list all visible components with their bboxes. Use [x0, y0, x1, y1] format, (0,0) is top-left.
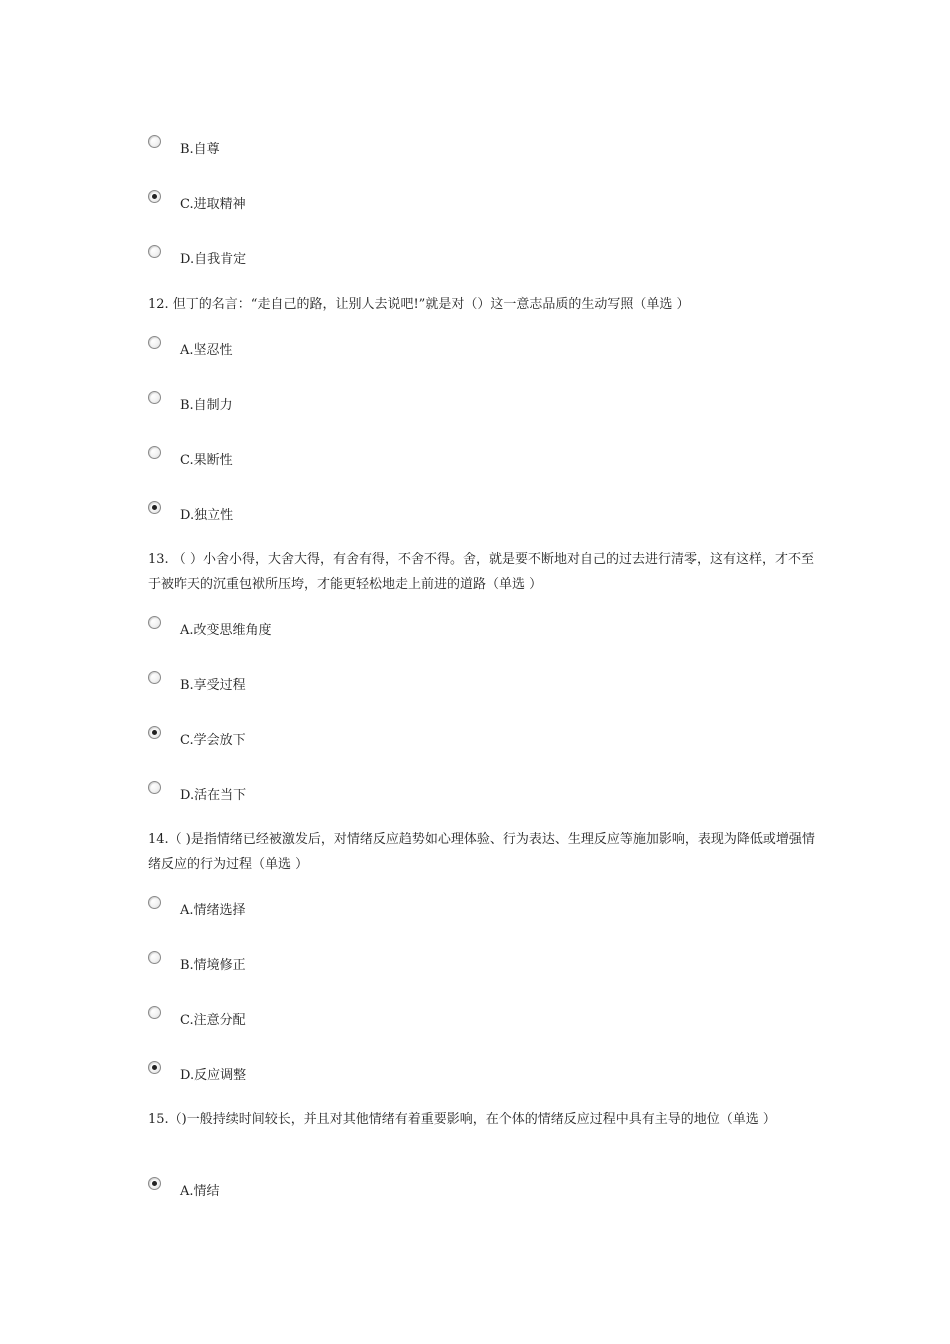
option-label: D.独立性: [180, 508, 234, 523]
option-label: B.自制力: [180, 398, 233, 413]
option-label: A.情结: [180, 1184, 220, 1199]
q13-option-c[interactable]: [148, 726, 748, 766]
question-15-text: 15.（)一般持续时间较长，并且对其他情绪有着重要影响，在个体的情绪反应过程中具有主导的地位（单选 ）: [148, 1112, 776, 1127]
option-label: C.学会放下: [180, 733, 246, 748]
q14-option-a[interactable]: [148, 896, 748, 936]
radio-button[interactable]: [148, 501, 161, 514]
option-label: C.进取精神: [180, 197, 246, 212]
q11-option-d[interactable]: [148, 245, 748, 285]
radio-button[interactable]: [148, 896, 161, 909]
q12-option-d[interactable]: [148, 501, 748, 541]
option-label: D.活在当下: [180, 788, 247, 803]
radio-button[interactable]: [148, 1177, 161, 1190]
radio-button[interactable]: [148, 135, 161, 148]
question-13-text: 13. （ ）小舍小得，大舍大得，有舍有得，不舍不得。舍，就是要不断地对自己的过去进行清零，这有这样，才不至于被昨天的沉重包袱所压垮，才能更轻松地走上前进的道路（单选 ）: [148, 552, 814, 592]
q11-option-b[interactable]: [148, 135, 748, 175]
option-label: A.改变思维角度: [180, 623, 272, 638]
q11-option-c[interactable]: [148, 190, 748, 230]
q13-option-b[interactable]: [148, 671, 748, 711]
radio-button[interactable]: [148, 1061, 161, 1074]
radio-button[interactable]: [148, 336, 161, 349]
radio-button[interactable]: [148, 726, 161, 739]
radio-button[interactable]: [148, 391, 161, 404]
radio-button[interactable]: [148, 446, 161, 459]
q13-option-d[interactable]: [148, 781, 748, 821]
q13-option-a[interactable]: [148, 616, 748, 656]
radio-button[interactable]: [148, 190, 161, 203]
q15-option-a[interactable]: [148, 1177, 748, 1217]
radio-button[interactable]: [148, 245, 161, 258]
q12-option-c[interactable]: [148, 446, 748, 486]
q14-option-c[interactable]: [148, 1006, 748, 1046]
q12-option-a[interactable]: [148, 336, 748, 376]
question-14-text: 14.（ )是指情绪已经被激发后，对情绪反应趋势如心理体验、行为表达、生理反应等施加影响，表现为降低或增强情绪反应的行为过程（单选 ）: [148, 832, 815, 872]
q12-option-b[interactable]: [148, 391, 748, 431]
option-label: C.注意分配: [180, 1013, 246, 1028]
q14-option-b[interactable]: [148, 951, 748, 991]
option-label: C.果断性: [180, 453, 233, 468]
radio-button[interactable]: [148, 671, 161, 684]
radio-button[interactable]: [148, 1006, 161, 1019]
radio-button[interactable]: [148, 951, 161, 964]
option-label: B.情境修正: [180, 958, 246, 973]
question-12-text: 12. 但丁的名言：“走自己的路，让别人去说吧!”就是对（）这一意志品质的生动写照（单选 ）: [148, 297, 690, 312]
q14-option-d[interactable]: [148, 1061, 748, 1101]
option-label: D.反应调整: [180, 1068, 247, 1083]
option-label: A.坚忍性: [180, 343, 233, 358]
option-label: A.情绪选择: [180, 903, 246, 918]
radio-button[interactable]: [148, 616, 161, 629]
radio-button[interactable]: [148, 781, 161, 794]
option-label: B.享受过程: [180, 678, 246, 693]
option-label: B.自尊: [180, 142, 220, 157]
option-label: D.自我肯定: [180, 252, 247, 267]
